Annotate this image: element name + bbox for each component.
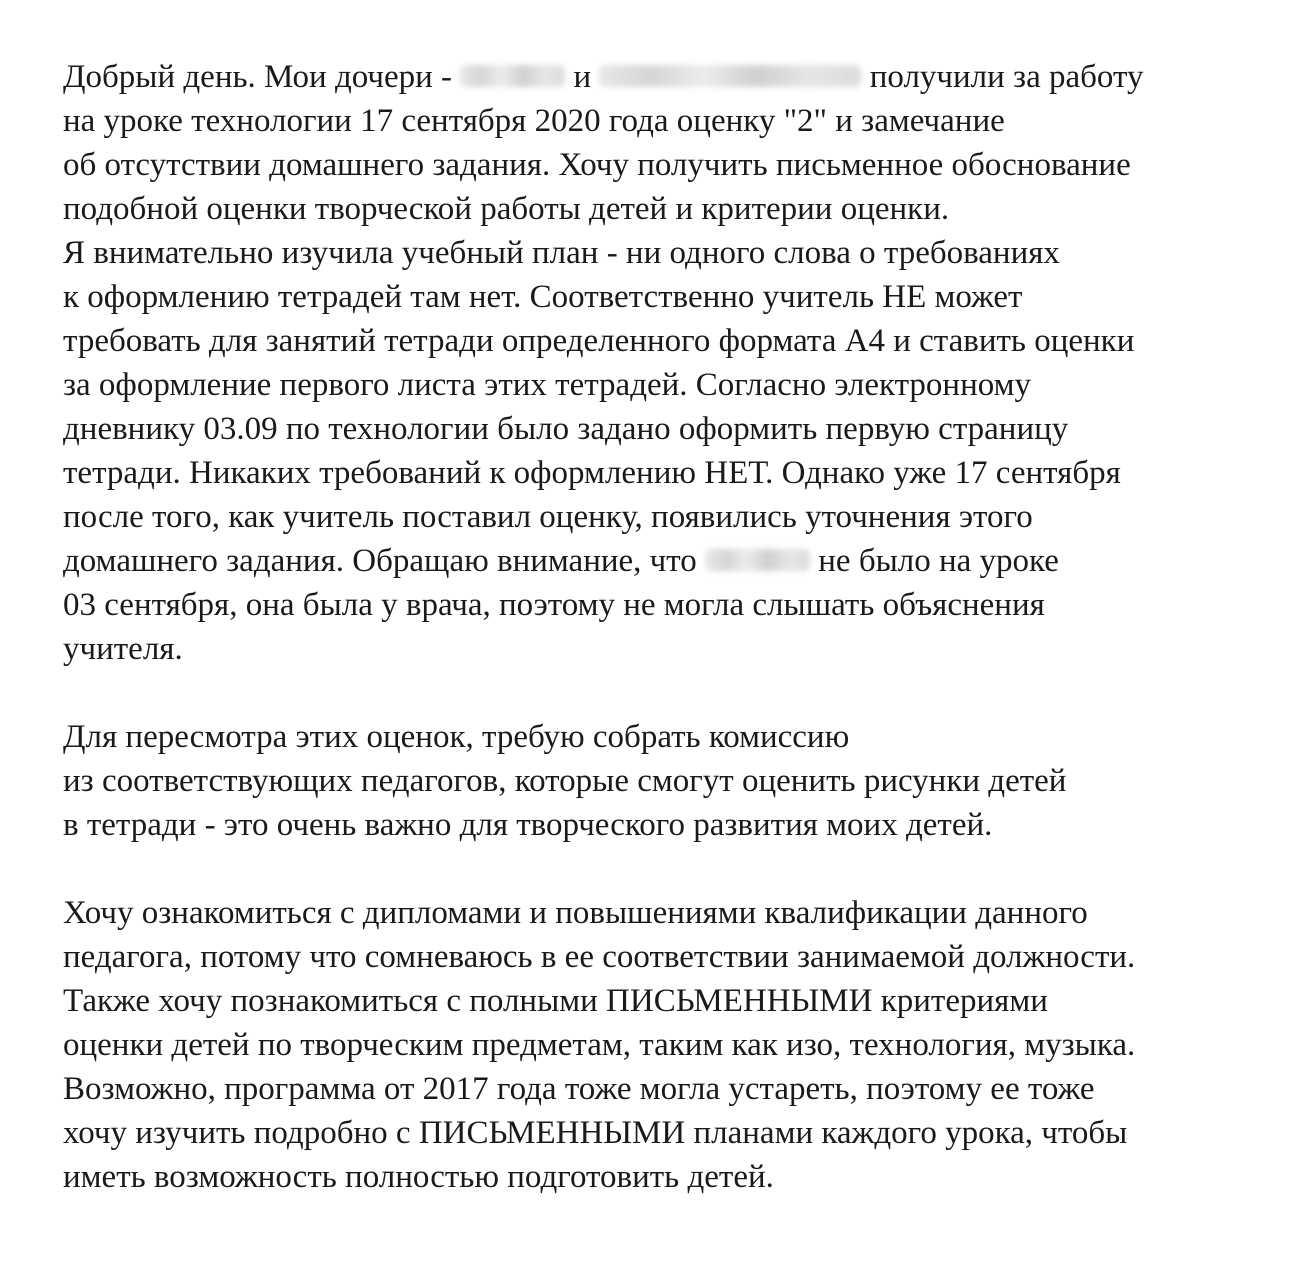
text-segment: Добрый день. Мои дочери -: [63, 59, 461, 95]
paragraph-gap: [63, 671, 1263, 715]
text-line: после того, как учитель поставил оценку, появились уточнения этого: [63, 499, 1033, 535]
text-line: требовать для занятий тетради определенного формата А4 и ставить оценки: [63, 323, 1135, 359]
text-line: тетради. Никаких требований к оформлению НЕТ. Однако уже 17 сентября: [63, 455, 1121, 491]
text-line: к оформлению тетрадей там нет. Соответственно учитель НЕ может: [63, 279, 1023, 315]
text-line: хочу изучить подробно с ПИСЬМЕННЫМИ планами каждого урока, чтобы: [63, 1115, 1128, 1151]
text-line: 03 сентября, она была у врача, поэтому не могла слышать объяснения: [63, 587, 1045, 623]
text-line: подобной оценки творческой работы детей и критерии оценки.: [63, 191, 950, 227]
paragraph-2: [63, 715, 1263, 847]
text-line: на уроке технологии 17 сентября 2020 года оценку "2" и замечание: [63, 103, 1005, 139]
paragraph-gap: [63, 847, 1263, 891]
text-segment: получили за работу: [861, 59, 1144, 95]
text-line: из соответствующих педагогов, которые смогут оценить рисунки детей: [63, 763, 1067, 799]
text-line: Возможно, программа от 2017 года тоже могла устареть, поэтому ее тоже: [63, 1071, 1095, 1107]
text-line: Хочу ознакомиться с дипломами и повышениями квалификации данного: [63, 895, 1088, 931]
text-line: Для пересмотра этих оценок, требую собрать комиссию: [63, 719, 850, 755]
letter-body: [63, 55, 1263, 1199]
text-line: дневнику 03.09 по технологии было задано оформить первую страницу: [63, 411, 1069, 447]
text-line: Также хочу познакомиться с полными ПИСЬМЕННЫМИ критериями: [63, 983, 1048, 1019]
text-line: [63, 539, 1263, 583]
redacted-name-3: [705, 549, 810, 571]
text-segment: и: [565, 59, 600, 95]
text-line: оценки детей по творческим предметам, таким как изо, технология, музыка.: [63, 1027, 1136, 1063]
text-line: учителя.: [63, 631, 183, 667]
text-line: иметь возможность полностью подготовить детей.: [63, 1159, 774, 1195]
text-segment: не было на уроке: [810, 543, 1059, 579]
paragraph-1: [63, 55, 1263, 671]
text-line: [63, 55, 1263, 99]
text-segment: домашнего задания. Обращаю внимание, что: [63, 543, 706, 579]
redacted-name-1: [460, 65, 565, 87]
text-line: в тетради - это очень важно для творческого развития моих детей.: [63, 807, 993, 843]
text-line: Я внимательно изучила учебный план - ни одного слова о требованиях: [63, 235, 1060, 271]
text-line: об отсутствии домашнего задания. Хочу получить письменное обоснование: [63, 147, 1131, 183]
text-line: за оформление первого листа этих тетрадей. Согласно электронному: [63, 367, 1032, 403]
paragraph-3: [63, 891, 1263, 1199]
text-line: педагога, потому что сомневаюсь в ее соответствии занимаемой должности.: [63, 939, 1136, 975]
redacted-name-2: [599, 65, 861, 87]
